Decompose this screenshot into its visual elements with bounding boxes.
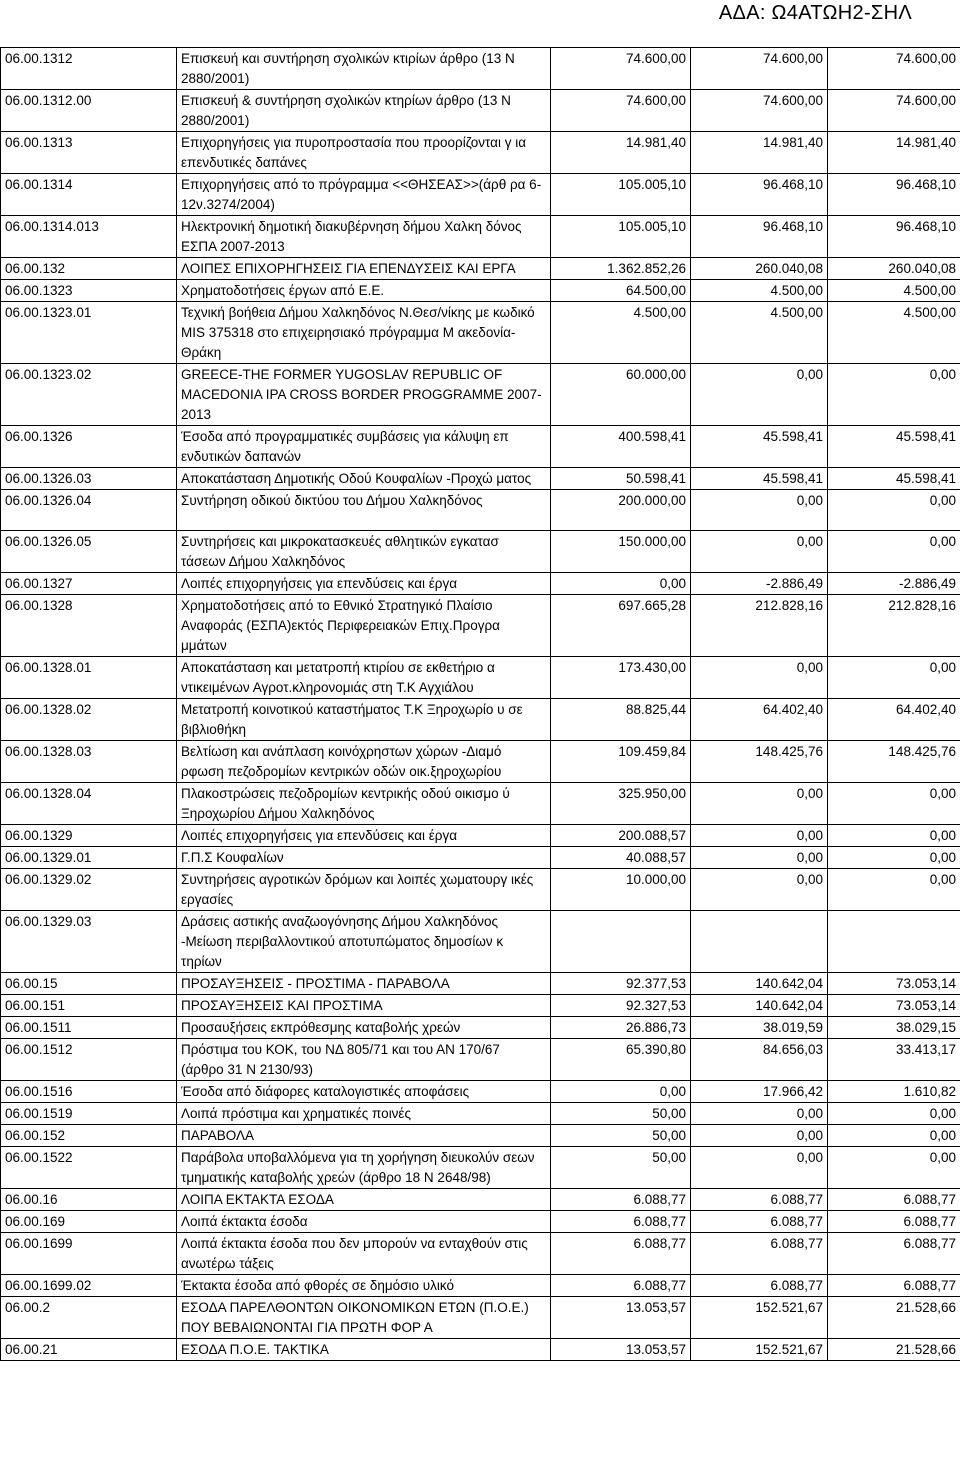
amount-collected: 0,00 (828, 531, 960, 573)
account-description: Λοιπά πρόστιμα και χρηματικές ποινές (177, 1103, 551, 1125)
amount-collected: 148.425,76 (828, 741, 960, 783)
amount-budgeted: 4.500,00 (551, 302, 691, 364)
account-description: Προσαυξήσεις εκπρόθεσμης καταβολής χρεών (177, 1017, 551, 1039)
amount-budgeted: 6.088,77 (551, 1233, 691, 1275)
table-row (1, 911, 960, 973)
account-code: 06.00.1323 (1, 280, 177, 302)
amount-budgeted: 64.500,00 (551, 280, 691, 302)
amount-collected: 96.468,10 (828, 216, 960, 258)
amount-budgeted: 6.088,77 (551, 1275, 691, 1297)
table-row (1, 995, 960, 1017)
amount-certified: 38.019,59 (691, 1017, 828, 1039)
amount-certified: 0,00 (691, 847, 828, 869)
amount-budgeted: 60.000,00 (551, 364, 691, 426)
table-row (1, 216, 960, 258)
account-code: 06.00.2 (1, 1297, 177, 1339)
table-row (1, 1081, 960, 1103)
account-code: 06.00.169 (1, 1211, 177, 1233)
amount-certified: 148.425,76 (691, 741, 828, 783)
amount-budgeted: 10.000,00 (551, 869, 691, 911)
amount-budgeted: 50,00 (551, 1125, 691, 1147)
account-code: 06.00.1326.03 (1, 468, 177, 490)
account-description: Μετατροπή κοινοτικού καταστήματος Τ.Κ Ξηροχωρίο υ σε βιβλιοθήκη (177, 699, 551, 741)
amount-certified: 152.521,67 (691, 1297, 828, 1339)
amount-certified: 4.500,00 (691, 302, 828, 364)
ada-code: ΑΔΑ: Ω4ΑΤΩΗ2-ΣΗΛ (718, 2, 912, 24)
amount-collected: 0,00 (828, 1125, 960, 1147)
account-code: 06.00.16 (1, 1189, 177, 1211)
table-row (1, 1233, 960, 1275)
amount-certified: 0,00 (691, 1147, 828, 1189)
account-code: 06.00.15 (1, 973, 177, 995)
table-row (1, 1125, 960, 1147)
account-code: 06.00.1329 (1, 825, 177, 847)
amount-collected: 0,00 (828, 783, 960, 825)
table-row (1, 468, 960, 490)
amount-collected: 64.402,40 (828, 699, 960, 741)
amount-budgeted: 0,00 (551, 1081, 691, 1103)
account-description: Ηλεκτρονική δημοτική διακυβέρνηση δήμου Χαλκη δόνος ΕΣΠΑ 2007-2013 (177, 216, 551, 258)
amount-certified: 0,00 (691, 825, 828, 847)
table-row (1, 174, 960, 216)
amount-collected: 6.088,77 (828, 1275, 960, 1297)
account-description: ΕΣΟΔΑ Π.Ο.Ε. ΤΑΚΤΙΚΑ (177, 1339, 551, 1361)
amount-certified: 96.468,10 (691, 216, 828, 258)
amount-budgeted: 40.088,57 (551, 847, 691, 869)
amount-collected: 21.528,66 (828, 1297, 960, 1339)
account-code: 06.00.132 (1, 258, 177, 280)
amount-collected: 74.600,00 (828, 90, 960, 132)
table-row (1, 426, 960, 468)
table-row (1, 1039, 960, 1081)
amount-collected (828, 911, 960, 973)
amount-budgeted: 105.005,10 (551, 174, 691, 216)
amount-certified: 0,00 (691, 657, 828, 699)
amount-collected: 0,00 (828, 847, 960, 869)
amount-budgeted: 6.088,77 (551, 1211, 691, 1233)
account-description: Δράσεις αστικής αναζωογόνησης Δήμου Χαλκηδόνος -Μείωση περιβαλλοντικού αποτυπώματος δημοσίων κ τηρίων (177, 911, 551, 973)
table-row (1, 973, 960, 995)
amount-certified: 0,00 (691, 1125, 828, 1147)
account-code: 06.00.1512 (1, 1039, 177, 1081)
account-description: ΛΟΙΠΑ ΕΚΤΑΚΤΑ ΕΣΟΔΑ (177, 1189, 551, 1211)
account-description: ΠΡΟΣΑΥΞΗΣΕΙΣ - ΠΡΟΣΤΙΜΑ - ΠΑΡΑΒΟΛΑ (177, 973, 551, 995)
account-code: 06.00.1329.02 (1, 869, 177, 911)
amount-certified: 0,00 (691, 1103, 828, 1125)
table-row (1, 1339, 960, 1361)
amount-collected: 45.598,41 (828, 468, 960, 490)
account-code: 06.00.1519 (1, 1103, 177, 1125)
amount-certified: 212.828,16 (691, 595, 828, 657)
table-row (1, 48, 960, 90)
amount-certified: 6.088,77 (691, 1275, 828, 1297)
table-row (1, 302, 960, 364)
amount-budgeted: 109.459,84 (551, 741, 691, 783)
amount-budgeted: 0,00 (551, 573, 691, 595)
table-row (1, 573, 960, 595)
account-code: 06.00.1328.03 (1, 741, 177, 783)
amount-certified: 74.600,00 (691, 90, 828, 132)
amount-collected: 4.500,00 (828, 302, 960, 364)
amount-collected: 0,00 (828, 1147, 960, 1189)
amount-budgeted: 50,00 (551, 1103, 691, 1125)
amount-certified: 140.642,04 (691, 995, 828, 1017)
table-row (1, 490, 960, 531)
amount-certified: 45.598,41 (691, 468, 828, 490)
table-row (1, 1211, 960, 1233)
amount-budgeted: 13.053,57 (551, 1339, 691, 1361)
amount-collected: 260.040,08 (828, 258, 960, 280)
amount-budgeted: 400.598,41 (551, 426, 691, 468)
amount-budgeted: 13.053,57 (551, 1297, 691, 1339)
table-row (1, 783, 960, 825)
amount-certified: 0,00 (691, 783, 828, 825)
account-code: 06.00.1327 (1, 573, 177, 595)
account-description: Αποκατάσταση και μετατροπή κτιρίου σε εκθετήριο α ντικειμένων Αγροτ.κληρονομιάς στη Τ.Κ Αγχιάλου (177, 657, 551, 699)
account-description: Έσοδα από διάφορες καταλογιστικές αποφάσεις (177, 1081, 551, 1103)
amount-budgeted: 26.886,73 (551, 1017, 691, 1039)
amount-budgeted: 74.600,00 (551, 48, 691, 90)
amount-collected: 0,00 (828, 825, 960, 847)
amount-collected: 1.610,82 (828, 1081, 960, 1103)
table-row (1, 364, 960, 426)
account-code: 06.00.1323.02 (1, 364, 177, 426)
account-description: Λοιπές επιχορηγήσεις για επενδύσεις και έργα (177, 825, 551, 847)
amount-budgeted: 14.981,40 (551, 132, 691, 174)
amount-collected: 0,00 (828, 490, 960, 531)
account-description: ΠΑΡΑΒΟΛΑ (177, 1125, 551, 1147)
amount-budgeted: 200.000,00 (551, 490, 691, 531)
amount-collected: 33.413,17 (828, 1039, 960, 1081)
table-row (1, 531, 960, 573)
amount-collected: 38.029,15 (828, 1017, 960, 1039)
account-code: 06.00.1314 (1, 174, 177, 216)
account-code: 06.00.1326.04 (1, 490, 177, 531)
amount-collected: 21.528,66 (828, 1339, 960, 1361)
amount-certified: 64.402,40 (691, 699, 828, 741)
table-row (1, 1147, 960, 1189)
amount-collected: 6.088,77 (828, 1211, 960, 1233)
amount-budgeted: 88.825,44 (551, 699, 691, 741)
account-code: 06.00.1328.01 (1, 657, 177, 699)
amount-budgeted: 74.600,00 (551, 90, 691, 132)
amount-certified: 140.642,04 (691, 973, 828, 995)
table-row (1, 280, 960, 302)
amount-certified: 74.600,00 (691, 48, 828, 90)
table-row (1, 1189, 960, 1211)
account-code: 06.00.1328.04 (1, 783, 177, 825)
amount-budgeted: 325.950,00 (551, 783, 691, 825)
account-code: 06.00.1699.02 (1, 1275, 177, 1297)
account-description: GREECE-THE FORMER YUGOSLAV REPUBLIC OF MACEDONIA IPA CROSS BORDER PROGGRAMME 2007-2013 (177, 364, 551, 426)
account-code: 06.00.1511 (1, 1017, 177, 1039)
amount-certified: 152.521,67 (691, 1339, 828, 1361)
amount-budgeted: 92.377,53 (551, 973, 691, 995)
account-code: 06.00.1326 (1, 426, 177, 468)
account-description: Παράβολα υποβαλλόμενα για τη χορήγηση διευκολύν σεων τμηματικής καταβολής χρεών (άρθρο 18 Ν 2648/98) (177, 1147, 551, 1189)
table-row (1, 1103, 960, 1125)
amount-collected: 73.053,14 (828, 973, 960, 995)
amount-collected: 14.981,40 (828, 132, 960, 174)
account-description: Συντηρήσεις αγροτικών δρόμων και λοιπές χωματουργ ικές εργασίες (177, 869, 551, 911)
amount-budgeted: 697.665,28 (551, 595, 691, 657)
amount-collected: -2.886,49 (828, 573, 960, 595)
account-description: Χρηματοδοτήσεις από το Εθνικό Στρατηγικό Πλαίσιο Αναφοράς (ΕΣΠΑ)εκτός Περιφερειακών Επιχ.Προγρα μμάτων (177, 595, 551, 657)
account-description: Βελτίωση και ανάπλαση κοινόχρηστων χώρων -Διαμό ρφωση πεζοδρομίων κεντρικών οδών οικ.ξηροχωρίου (177, 741, 551, 783)
amount-certified: -2.886,49 (691, 573, 828, 595)
account-description: Έσοδα από προγραμματικές συμβάσεις για κάλυψη επ ενδυτικών δαπανών (177, 426, 551, 468)
amount-collected: 45.598,41 (828, 426, 960, 468)
account-description: Τεχνική βοήθεια Δήμου Χαλκηδόνος Ν.Θεσ/νίκης με κωδικό MIS 375318 στο επιχειρησιακό πρόγραμμα Μ ακεδονία-Θράκη (177, 302, 551, 364)
account-description: Επιχορηγήσεις για πυροπροστασία που προορίζονται γ ια επενδυτικές δαπάνες (177, 132, 551, 174)
account-code: 06.00.1329.01 (1, 847, 177, 869)
table-row (1, 699, 960, 741)
amount-collected: 4.500,00 (828, 280, 960, 302)
amount-certified: 0,00 (691, 490, 828, 531)
amount-budgeted: 50,00 (551, 1147, 691, 1189)
amount-budgeted: 65.390,80 (551, 1039, 691, 1081)
amount-collected: 0,00 (828, 657, 960, 699)
account-code: 06.00.1313 (1, 132, 177, 174)
amount-budgeted: 92.327,53 (551, 995, 691, 1017)
account-code: 06.00.1312.00 (1, 90, 177, 132)
account-description: Πρόστιμα του ΚΟΚ, του ΝΔ 805/71 και του ΑΝ 170/67 (άρθρο 31 Ν 2130/93) (177, 1039, 551, 1081)
amount-certified: 6.088,77 (691, 1211, 828, 1233)
amount-certified: 6.088,77 (691, 1189, 828, 1211)
amount-collected: 6.088,77 (828, 1233, 960, 1275)
account-description: Πλακοστρώσεις πεζοδρομίων κεντρικής οδού οικισμο ύ Ξηροχωρίου Δήμου Χαλκηδόνος (177, 783, 551, 825)
account-description: Συντηρήσεις και μικροκατασκευές αθλητικών εγκατασ τάσεων Δήμου Χαλκηδόνος (177, 531, 551, 573)
amount-collected: 0,00 (828, 1103, 960, 1125)
budget-table-body (1, 48, 960, 1361)
amount-budgeted: 6.088,77 (551, 1189, 691, 1211)
amount-budgeted: 150.000,00 (551, 531, 691, 573)
amount-budgeted (551, 911, 691, 973)
account-description: Επισκευή και συντήρηση σχολικών κτιρίων άρθρο (13 Ν 2880/2001) (177, 48, 551, 90)
account-description: Λοιπές επιχορηγήσεις για επενδύσεις και έργα (177, 573, 551, 595)
amount-certified: 84.656,03 (691, 1039, 828, 1081)
amount-collected: 212.828,16 (828, 595, 960, 657)
amount-collected: 74.600,00 (828, 48, 960, 90)
amount-certified: 0,00 (691, 869, 828, 911)
account-code: 06.00.1323.01 (1, 302, 177, 364)
amount-certified: 14.981,40 (691, 132, 828, 174)
account-code: 06.00.1329.03 (1, 911, 177, 973)
table-row (1, 869, 960, 911)
amount-budgeted: 1.362.852,26 (551, 258, 691, 280)
amount-collected: 6.088,77 (828, 1189, 960, 1211)
account-description: Χρηματοδοτήσεις έργων από Ε.Ε. (177, 280, 551, 302)
account-code: 06.00.1328 (1, 595, 177, 657)
account-description: ΛΟΙΠΕΣ ΕΠΙΧΟΡΗΓΗΣΕΙΣ ΓΙΑ ΕΠΕΝΔΥΣΕΙΣ ΚΑΙ ΕΡΓΑ (177, 258, 551, 280)
account-description: Λοιπά έκτακτα έσοδα που δεν μπορούν να ενταχθούν στις ανωτέρω τάξεις (177, 1233, 551, 1275)
account-description: Λοιπά έκτακτα έσοδα (177, 1211, 551, 1233)
account-code: 06.00.1314.013 (1, 216, 177, 258)
amount-certified: 45.598,41 (691, 426, 828, 468)
amount-collected: 0,00 (828, 364, 960, 426)
amount-certified: 96.468,10 (691, 174, 828, 216)
amount-budgeted: 50.598,41 (551, 468, 691, 490)
table-row (1, 657, 960, 699)
account-code: 06.00.1328.02 (1, 699, 177, 741)
account-code: 06.00.1522 (1, 1147, 177, 1189)
table-row (1, 1017, 960, 1039)
account-description: Αποκατάσταση Δημοτικής Οδού Κουφαλίων -Προχώ ματος (177, 468, 551, 490)
account-code: 06.00.151 (1, 995, 177, 1017)
account-code: 06.00.1326.05 (1, 531, 177, 573)
account-description: Επιχορηγήσεις από το πρόγραμμα <<ΘΗΣΕΑΣ>>(άρθ ρα 6-12ν.3274/2004) (177, 174, 551, 216)
table-row (1, 847, 960, 869)
account-code: 06.00.21 (1, 1339, 177, 1361)
amount-budgeted: 173.430,00 (551, 657, 691, 699)
account-description: Γ.Π.Σ Κουφαλίων (177, 847, 551, 869)
amount-collected: 73.053,14 (828, 995, 960, 1017)
amount-certified: 0,00 (691, 364, 828, 426)
account-description: Συντήρηση οδικού δικτύου του Δήμου Χαλκηδόνος (177, 490, 551, 531)
amount-collected: 96.468,10 (828, 174, 960, 216)
table-row (1, 132, 960, 174)
account-description: Έκτακτα έσοδα από φθορές σε δημόσιο υλικό (177, 1275, 551, 1297)
account-description: Επισκευή & συντήρηση σχολικών κτηρίων άρθρο (13 Ν 2880/2001) (177, 90, 551, 132)
account-description: ΕΣΟΔΑ ΠΑΡΕΛΘΟΝΤΩΝ ΟΙΚΟΝΟΜΙΚΩΝ ΕΤΩΝ (Π.Ο.Ε.) ΠΟΥ ΒΕΒΑΙΩΝΟΝΤΑΙ ΓΙΑ ΠΡΩΤΗ ΦΟΡ Α (177, 1297, 551, 1339)
table-row (1, 595, 960, 657)
table-row (1, 1275, 960, 1297)
amount-certified (691, 911, 828, 973)
amount-certified: 0,00 (691, 531, 828, 573)
budget-table (0, 47, 960, 1361)
account-description: ΠΡΟΣΑΥΞΗΣΕΙΣ ΚΑΙ ΠΡΟΣΤΙΜΑ (177, 995, 551, 1017)
amount-certified: 17.966,42 (691, 1081, 828, 1103)
amount-collected: 0,00 (828, 869, 960, 911)
table-row (1, 90, 960, 132)
account-code: 06.00.152 (1, 1125, 177, 1147)
amount-budgeted: 105.005,10 (551, 216, 691, 258)
account-code: 06.00.1699 (1, 1233, 177, 1275)
table-row (1, 825, 960, 847)
amount-certified: 260.040,08 (691, 258, 828, 280)
account-code: 06.00.1516 (1, 1081, 177, 1103)
amount-certified: 6.088,77 (691, 1233, 828, 1275)
table-row (1, 1297, 960, 1339)
account-code: 06.00.1312 (1, 48, 177, 90)
amount-budgeted: 200.088,57 (551, 825, 691, 847)
table-row (1, 741, 960, 783)
amount-certified: 4.500,00 (691, 280, 828, 302)
table-row (1, 258, 960, 280)
